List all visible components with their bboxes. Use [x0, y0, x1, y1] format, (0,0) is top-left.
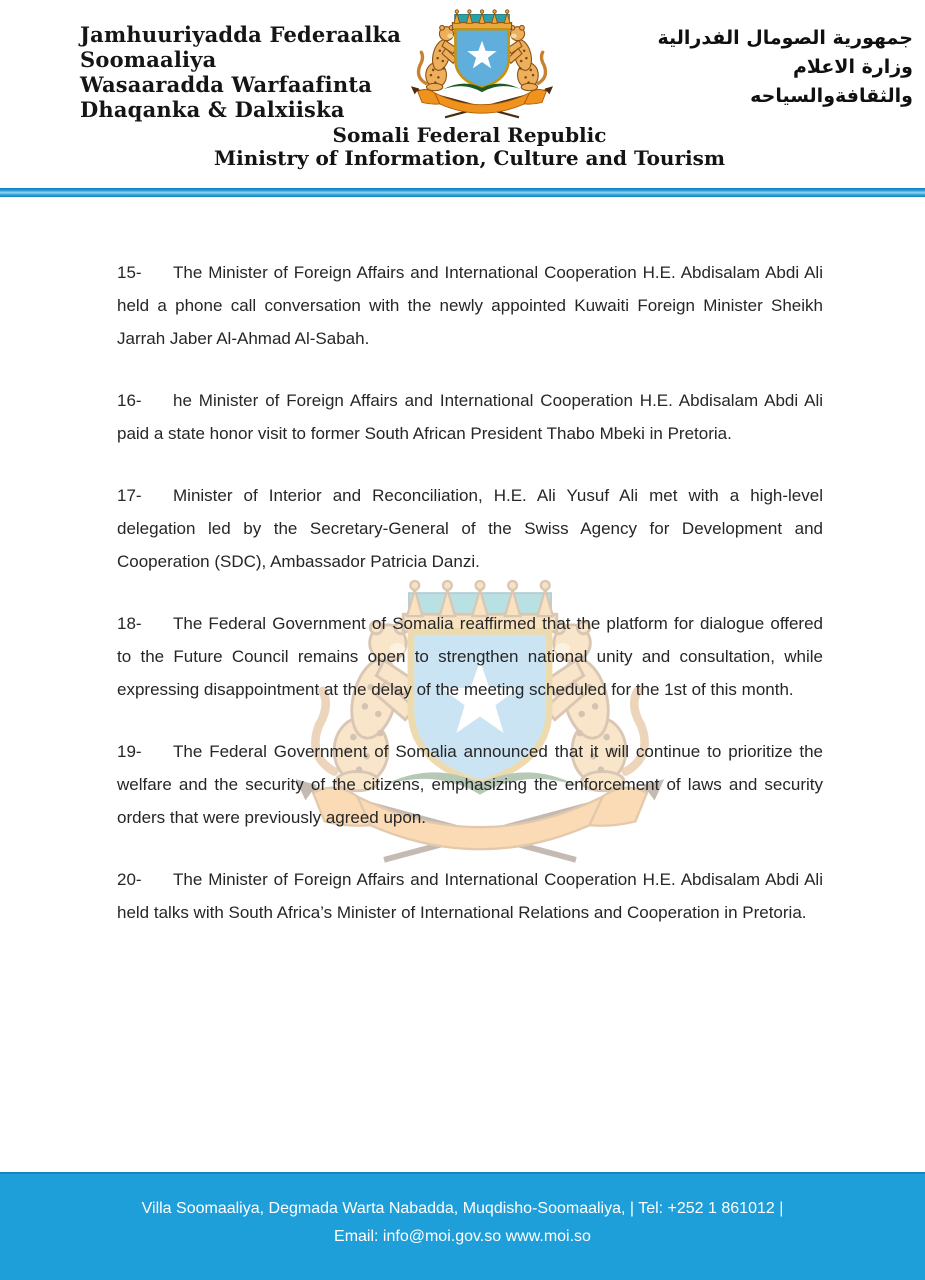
paragraph-text: he Minister of Foreign Affairs and International Cooperation H.E. Abdisalam Abdi Ali paid a state honor visit to former South African President Thabo Mbeki in Pretoria.	[117, 391, 823, 443]
paragraph-text: The Minister of Foreign Affairs and International Cooperation H.E. Abdisalam Abdi Ali held talks with South Africa’s Minister of International Relations and Cooperation in Pretoria.	[117, 870, 823, 922]
paragraph-text: The Minister of Foreign Affairs and International Cooperation H.E. Abdisalam Abdi Ali held a phone call conversation with the newly appointed Kuwaiti Foreign Minister Sheikh Jarrah Jaber Al-Ahmad Al-Sabah.	[117, 263, 823, 348]
country-title: Somali Federal Republic	[332, 123, 607, 147]
paragraph-text: The Federal Government of Somalia reaffirmed that the platform for dialogue offered to the Future Council remains open to strengthen national unity and consultation, while expressing disappointment at the delay of the meeting scheduled for the 1st of this month.	[117, 614, 823, 699]
paragraph-17	[117, 479, 823, 578]
somali-title-line: Wasaaradda Warfaafinta	[80, 72, 373, 97]
paragraph-text: The Federal Government of Somalia announced that it will continue to prioritize the welfare and the security of the citizens, emphasizing the enforcement of laws and security orders that were previously agreed upon.	[117, 742, 823, 827]
somali-title-line: Soomaaliya	[80, 47, 217, 72]
paragraph-19	[117, 735, 823, 834]
header-divider-rule	[0, 188, 925, 197]
paragraph-text: Minister of Interior and Reconciliation, H.E. Ali Yusuf Ali met with a high-level delegation led by the Secretary-General of the Swiss Agency for Development and Cooperation (SDC), Ambassador Patricia Danzi.	[117, 486, 823, 571]
paragraph-number: 18-	[117, 614, 142, 633]
somali-title-line: Jamhuuriyadda Federaalka	[80, 22, 402, 47]
paragraph-number: 16-	[117, 391, 142, 410]
paragraph-number: 17-	[117, 486, 142, 505]
paragraph-20	[117, 863, 823, 929]
document-body	[117, 256, 823, 958]
arabic-title-line: والثقافةوالسياحه	[750, 85, 913, 107]
footer-contact-bar	[0, 1172, 925, 1280]
ministry-title-english	[0, 124, 925, 170]
somali-title-line: Dhaqanka & Dalxiiska	[80, 97, 345, 122]
paragraph-18	[117, 607, 823, 706]
ministry-title-somali	[80, 22, 401, 122]
paragraph-number: 15-	[117, 263, 142, 282]
paragraph-16	[117, 384, 823, 450]
coat-of-arms-emblem	[408, 6, 556, 125]
footer-address-line: Villa Soomaaliya, Degmada Warta Nabadda, Muqdisho-Soomaaliya, | Tel: +252 1 861012 |	[141, 1200, 784, 1217]
paragraph-number: 20-	[117, 870, 142, 889]
paragraph-15	[117, 256, 823, 355]
footer-email-line: Email: info@moi.gov.so www.moi.so	[334, 1228, 591, 1245]
ministry-name: Ministry of Information, Culture and Tourism	[213, 146, 726, 170]
paragraph-number: 19-	[117, 742, 142, 761]
arabic-title-line: وزارة الاعلام	[792, 56, 913, 78]
ministry-title-arabic	[657, 24, 913, 111]
arabic-title-line: جمهورية الصومال الفدرالية	[657, 27, 913, 49]
